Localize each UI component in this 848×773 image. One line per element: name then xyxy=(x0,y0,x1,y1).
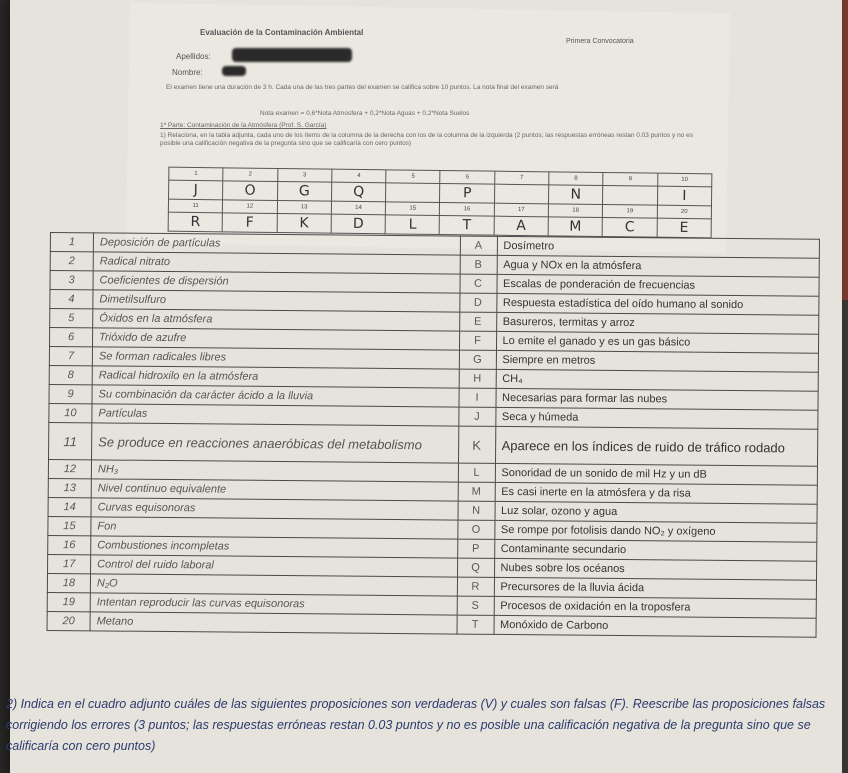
item-definition: Es casi inerte en la atmósfera y da risa xyxy=(495,482,818,504)
exam-title: Evaluación de la Contaminación Ambiental xyxy=(200,28,364,37)
item-letter: G xyxy=(459,350,496,369)
item-term: Metano xyxy=(90,612,457,634)
item-term: N₂O xyxy=(90,574,457,596)
item-term: Se produce en reacciones anaeróbicas del metabolismo xyxy=(92,423,459,463)
item-number: 16 xyxy=(48,535,91,554)
item-term: Nivel continuo equivalente xyxy=(91,479,458,501)
grid-answer: M xyxy=(548,217,603,237)
item-definition: Siempre en metros xyxy=(496,350,819,372)
item-letter: L xyxy=(458,463,495,482)
item-letter: N xyxy=(458,501,495,520)
item-number: 6 xyxy=(50,328,93,347)
grid-number: 5 xyxy=(386,170,440,184)
item-term: Dimetilsulfuro xyxy=(93,290,460,312)
item-letter: I xyxy=(458,388,495,407)
item-definition: Monóxido de Carbono xyxy=(494,615,817,637)
item-number: 13 xyxy=(48,478,91,497)
grid-answer: Q xyxy=(331,182,386,202)
item-letter: C xyxy=(459,274,496,293)
item-definition: Escalas de ponderación de frecuencias xyxy=(496,274,819,296)
item-number: 7 xyxy=(49,347,92,366)
item-definition: Lo emite el ganado y es un gas básico xyxy=(496,331,819,353)
item-definition: Sonoridad de un sonido de mil Hz y un dB xyxy=(495,463,818,485)
grid-answer: I xyxy=(657,186,712,206)
item-letter: D xyxy=(459,293,496,312)
item-definition: Agua y NOx en la atmósfera xyxy=(497,255,820,277)
grid-number: 7 xyxy=(494,171,548,185)
item-term: Deposición de partículas xyxy=(93,233,460,255)
question-2: 2) Indica en el cuadro adjunto cuáles de las siguientes proposiciones son verdaderas (V) y cuales son falsas (F). Reescribe las proposiciones falsas corrigiendo los errores (3 puntos; las respuestas erróneas restan 0.03 puntos y no es posible una calificación negativa de la pregunta sino que se calificaría con cero puntos) xyxy=(6,697,826,753)
grid-answer: E xyxy=(657,218,712,238)
grid-answer: P xyxy=(440,184,494,204)
apellidos-label: Apellidos: xyxy=(176,52,211,61)
question-1: 1) Relaciona, en la tabla adjunta, cada uno de los ítems de la columna de la derecha con los de la columna de la izquierda (2 puntos; las respuestas erróneas restan 0.03 puntos y no es posible una calificación negativa de la pregunta sino que se calificaría con cero puntos) xyxy=(160,132,693,147)
grid-number: 9 xyxy=(603,172,657,186)
item-letter: F xyxy=(459,331,496,350)
item-letter: Q xyxy=(457,558,494,577)
item-number: 3 xyxy=(50,271,93,290)
grid-number: 18 xyxy=(548,204,602,218)
grid-answer: N xyxy=(549,185,604,205)
grid-answer: L xyxy=(385,215,439,235)
grid-number: 15 xyxy=(386,202,440,216)
part-heading: 1ª Parte: Contaminación de la Atmósfera (Prof. S. García) xyxy=(160,122,327,129)
grid-number: 8 xyxy=(549,172,603,186)
item-number: 9 xyxy=(49,384,92,403)
item-letter: A xyxy=(460,236,497,255)
grid-answer: T xyxy=(440,215,494,235)
grid-number: 10 xyxy=(657,173,711,187)
item-number: 2 xyxy=(50,252,93,271)
grid-answer: D xyxy=(331,214,386,234)
item-number: 18 xyxy=(47,573,90,592)
item-letter: H xyxy=(459,369,496,388)
grid-answer: F xyxy=(222,213,277,233)
item-term: NH₃ xyxy=(91,460,458,482)
answer-grid xyxy=(168,167,713,239)
grid-number: 12 xyxy=(223,200,277,214)
item-letter: K xyxy=(458,426,495,463)
item-number: 10 xyxy=(49,403,92,422)
item-letter: R xyxy=(457,577,494,596)
grid-number: 17 xyxy=(494,203,548,217)
item-number: 5 xyxy=(50,309,93,328)
item-term: Control del ruido laboral xyxy=(91,555,458,577)
item-letter: O xyxy=(457,520,494,539)
grid-answer: O xyxy=(223,181,278,201)
item-number: 15 xyxy=(48,516,91,535)
item-number: 17 xyxy=(48,554,91,573)
grade-formula: Nota examen = 0,6*Nota Atmosfera + 0,2*Nota Aguas + 0,2*Nota Suelos xyxy=(260,110,470,117)
item-definition: Basureros, termitas y arroz xyxy=(496,312,819,334)
grid-answer: C xyxy=(602,217,657,237)
exam-subtitle: Primera Convocatoria xyxy=(566,38,634,45)
grid-answer xyxy=(494,184,549,204)
grid-answer: K xyxy=(277,214,332,234)
grid-answer: G xyxy=(277,182,332,202)
grid-number: 14 xyxy=(331,201,385,215)
item-number: 19 xyxy=(47,592,90,611)
item-term: Trióxido de azufre xyxy=(92,328,459,350)
grid-answer xyxy=(386,183,440,203)
item-letter: E xyxy=(459,312,496,331)
item-term: Se forman radicales libres xyxy=(92,347,459,369)
item-number: 14 xyxy=(48,497,91,516)
item-term: Radical hidroxilo en la atmósfera xyxy=(92,366,459,388)
redacted-name xyxy=(222,66,246,76)
item-definition: CH₄ xyxy=(496,369,819,391)
item-definition: Seca y húmeda xyxy=(495,407,818,429)
item-letter: M xyxy=(458,482,495,501)
grid-number: 6 xyxy=(440,171,494,185)
item-definition: Dosímetro xyxy=(497,236,820,258)
item-term: Su combinación da carácter ácido a la lluvia xyxy=(92,385,459,407)
item-number: 12 xyxy=(48,459,91,478)
item-letter: B xyxy=(460,255,497,274)
item-term: Intentan reproducir las curvas equisonoras xyxy=(90,593,457,615)
grid-answer: A xyxy=(494,216,549,236)
grid-number: 20 xyxy=(657,205,711,219)
item-number: 4 xyxy=(50,290,93,309)
item-letter: P xyxy=(457,539,494,558)
item-letter: T xyxy=(457,615,494,634)
item-term: Curvas equisonoras xyxy=(91,498,458,520)
item-number: 11 xyxy=(49,422,92,459)
grid-number: 2 xyxy=(223,168,277,182)
item-term: Fon xyxy=(91,517,458,539)
item-definition: Precursores de la lluvia ácida xyxy=(494,577,817,599)
item-number: 8 xyxy=(49,365,92,384)
item-term: Combustiones incompletas xyxy=(91,536,458,558)
item-definition: Se rompe por fotolisis dando NO₂ y oxígeno xyxy=(494,520,817,542)
grid-number: 3 xyxy=(277,169,331,183)
item-definition: Respuesta estadística del oído humano al sonido xyxy=(496,293,819,315)
item-definition: Luz solar, ozono y agua xyxy=(495,501,818,523)
item-term: Partículas xyxy=(92,404,459,426)
item-letter: J xyxy=(458,407,495,426)
redacted-surname xyxy=(232,48,352,62)
grid-number: 19 xyxy=(603,204,657,218)
item-term: Radical nitrato xyxy=(93,252,460,274)
item-number: 1 xyxy=(50,233,93,252)
grid-number: 16 xyxy=(440,202,494,216)
item-definition: Necesarias para formar las nubes xyxy=(495,388,818,410)
grid-number: 1 xyxy=(169,167,223,181)
item-definition: Contaminante secundario xyxy=(494,539,817,561)
item-definition: Aparece en los índices de ruido de tráfico rodado xyxy=(495,426,818,466)
instructions-line: El examen tiene una duración de 3 h. Cada una de las tres partes del examen se califica sobre 10 puntos. La nota final del examen será xyxy=(166,84,559,91)
grid-answer: J xyxy=(169,180,224,200)
grid-answer: R xyxy=(168,212,223,232)
item-number: 20 xyxy=(47,611,90,630)
matching-table xyxy=(47,232,820,638)
item-definition: Procesos de oxidación en la troposfera xyxy=(494,596,817,618)
item-term: Óxidos en la atmósfera xyxy=(93,309,460,331)
grid-number: 13 xyxy=(277,201,331,215)
item-term: Coeficientes de dispersión xyxy=(93,271,460,293)
nombre-label: Nombre: xyxy=(172,68,203,77)
item-letter: S xyxy=(457,596,494,615)
item-definition: Nubes sobre los océanos xyxy=(494,558,817,580)
grid-number: 11 xyxy=(168,199,222,213)
grid-answer xyxy=(603,185,658,205)
grid-number: 4 xyxy=(332,169,386,183)
